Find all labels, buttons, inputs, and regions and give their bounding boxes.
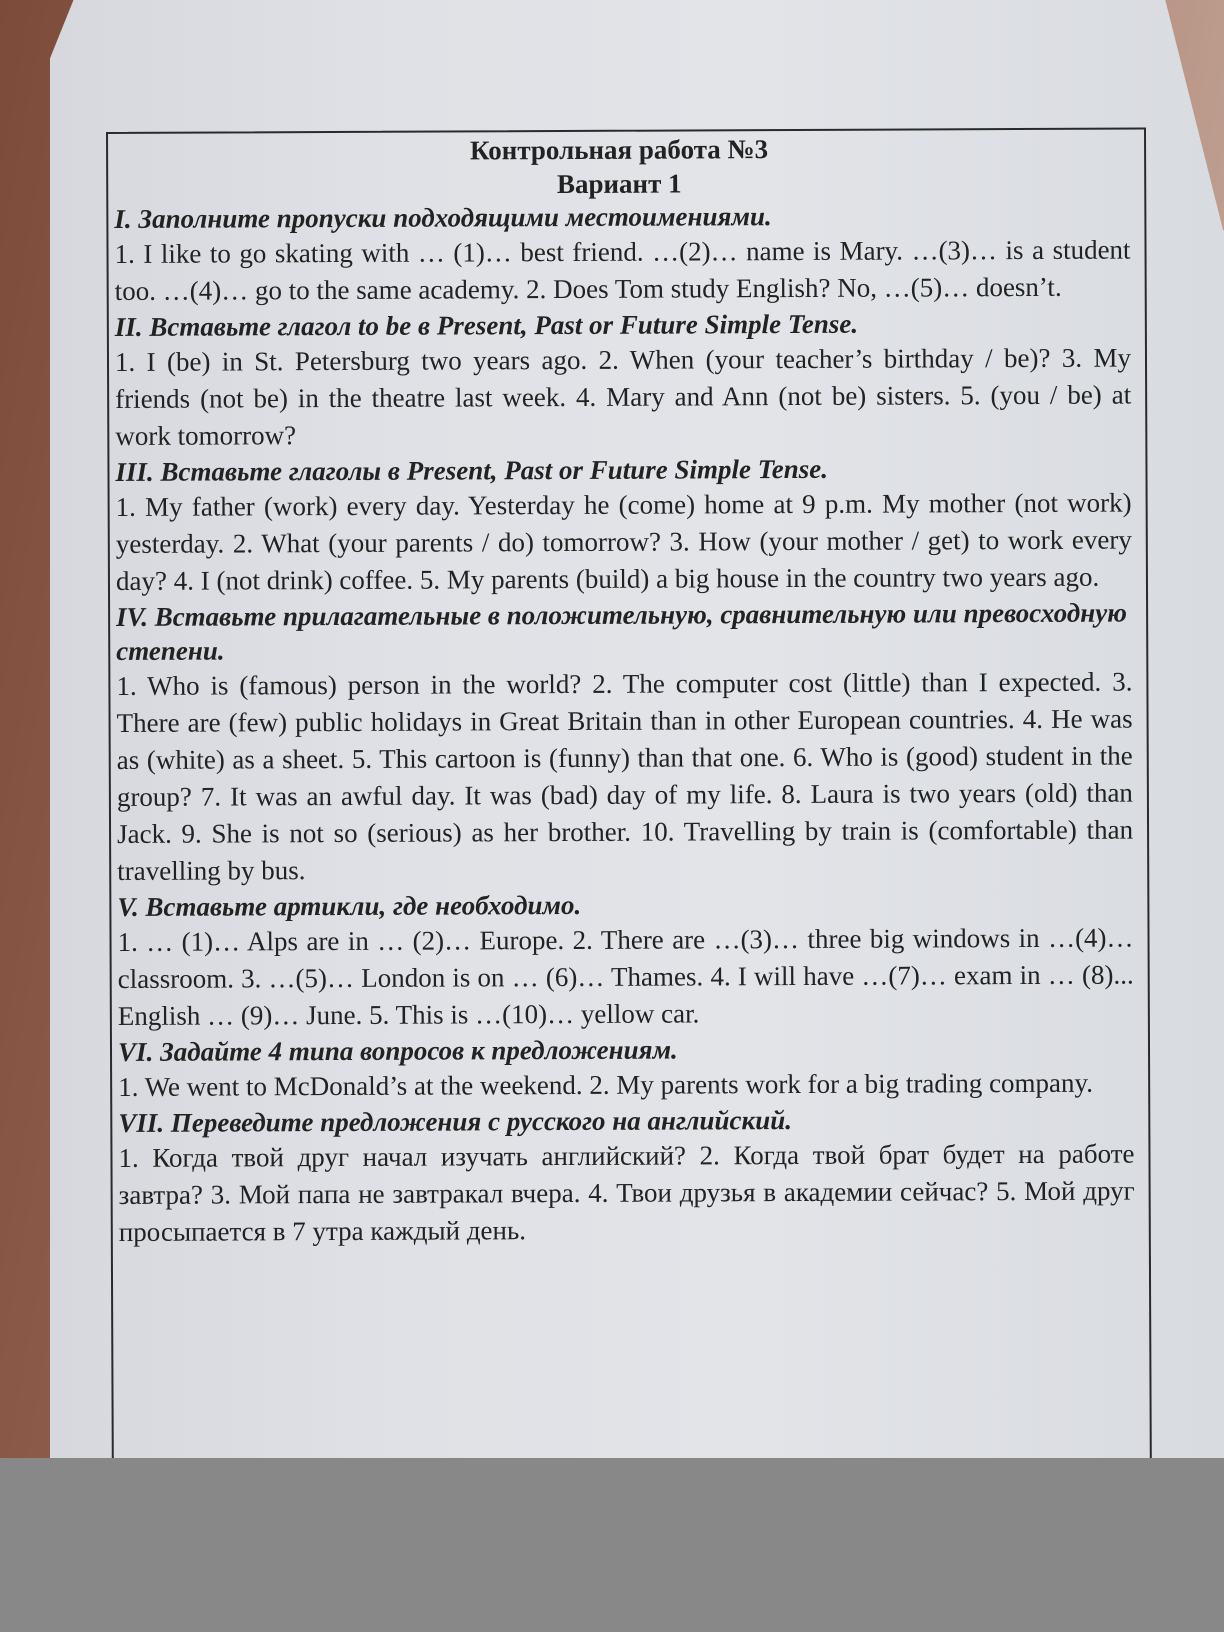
worksheet-variant: Вариант 1 [556,168,682,200]
section-6-text: 1. We went to McDonald’s at the weekend. 2. My parents work for a big trading company. [118,1067,1094,1102]
section-4-text: 1. Who is (famous) person in the world? 2. The computer cost (little) than I expected. 3. There are (few) public holidays in Great Britain than in other European countries. 4. He was as (white) as a sheet. 5. This cartoon is (funny) than that one. 6. Who is (good) student in the group? 7. It was an awful day. It was (bad) day of my life. 8. Laura is two years (old) than Jack. 9. She is not so (serious) as her brother. 10. Travelling by train is (comfortable) than travelling by bus. [116,666,1134,886]
section-2-title: II. Вставьте глагол to be в Present, Past or Future Simple Tense. [114,308,859,342]
section-6-title: VI. Задайте 4 типа вопросов к предложениям. [117,1034,678,1067]
section-1-text: 1. I like to go skating with … (1)… best friend. …(2)… name is Mary. …(3)… is a student too. …(4)… go to the same academy. 2. Does Tom study English? No, …(5)… doesn’t. [114,234,1131,306]
section-5-text: 1. … (1)… Alps are in … (2)… Europe. 2. There are …(3)… three big windows in …(4)… classroom. 3. …(5)… London is on … (6)… Thames. 4. I will have …(7)… exam in … (8)... English … (9)… June. 5. This is …(10)… yellow car. [117,922,1134,1031]
section-7-title: VII. Переведите предложения с русского на английский. [118,1105,793,1138]
section-5-title: V. Вставьте артикли, где необходимо. [117,889,582,922]
worksheet-content [108,198,1135,1251]
section-7-text: 1. Когда твой друг начал изучать английский? 2. Когда твой брат будет на работе завтра? 3. Мой папа не завтракал вчера. 4. Твои друзья в академии сейчас? 5. Мой друг просыпается в 7 утра каждый день. [118,1138,1135,1247]
section-3-title: III. Вставьте глаголы в Present, Past or Future Simple Tense. [115,453,829,487]
worksheet-box [106,127,1152,1532]
section-1-title: I. Заполните пропуски подходящими местоимениями. [114,201,772,234]
section-2-text: 1. I (be) in St. Petersburg two years ago. 2. When (your teacher’s birthday / be)? 3. My friends (not be) in the theatre last week. 4. Mary and Ann (not be) sisters. 5. (you / be) at work tomorrow? [114,342,1132,451]
worksheet-title: Контрольная работа №3 [469,134,769,166]
bottom-gray-band [0,1458,1224,1632]
section-3-text: 1. My father (work) every day. Yesterday he (come) home at 9 p.m. My mother (not work) yesterday. 2. What (your parents / do) tomorrow? 3. How (your mother / get) to work every day? 4. I (not drink) coffee. 5. My parents (build) a big house in the country two years ago. [115,487,1132,596]
section-4-title: IV. Вставьте прилагательные в положительную, сравнительную или превосходную степени. [116,597,1128,666]
